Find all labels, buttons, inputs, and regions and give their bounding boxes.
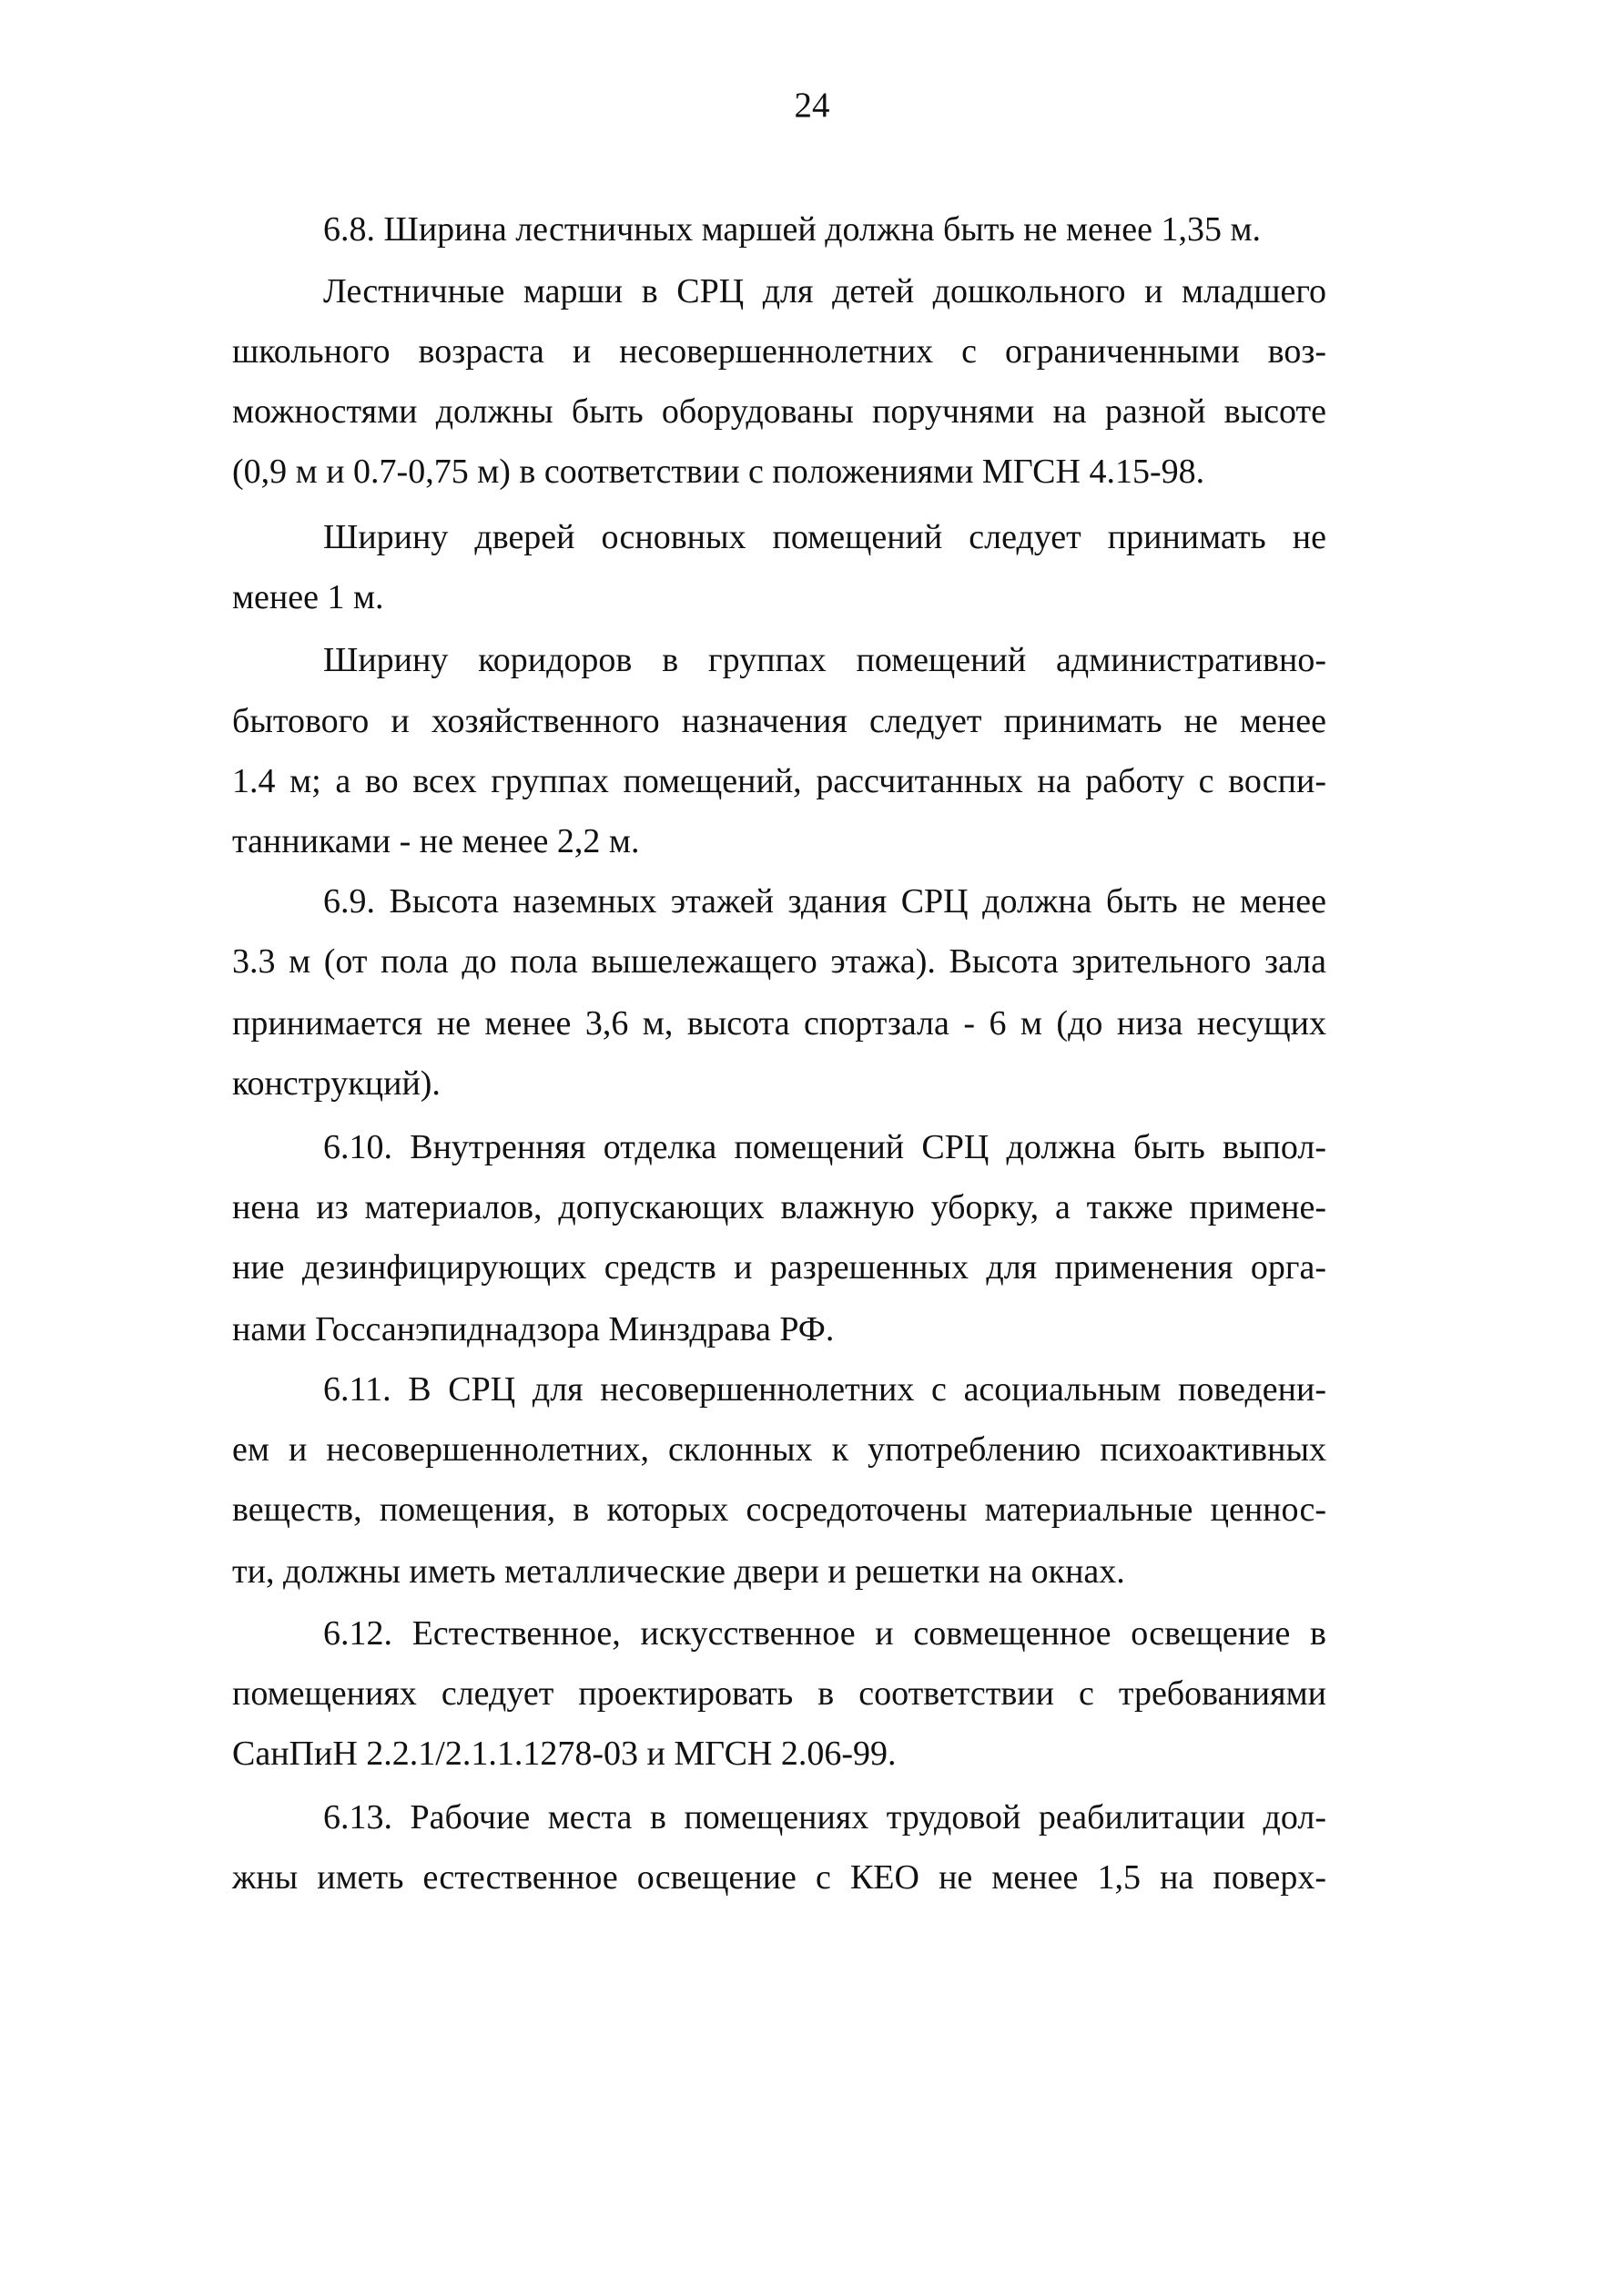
text-line: 6.11. В СРЦ для несовершеннолетних с асоциальным поведени- bbox=[323, 1370, 1326, 1409]
text-line: конструкций). bbox=[232, 1064, 441, 1103]
text-line: менее 1 м. bbox=[232, 578, 384, 616]
text-line: ние дезинфицирующих средств и разрешенных для применения орга- bbox=[232, 1248, 1326, 1287]
text-line: 6.10. Внутренняя отделка помещений СРЦ должна быть выпол- bbox=[323, 1128, 1326, 1166]
text-line: Ширину дверей основных помещений следует принимать не bbox=[323, 518, 1326, 556]
text-line: нена из материалов, допускающих влажную уборку, а также примене- bbox=[232, 1188, 1326, 1226]
text-line: 6.9. Высота наземных этажей здания СРЦ должна быть не менее bbox=[323, 882, 1326, 921]
text-line: ти, должны иметь металлические двери и решетки на окнах. bbox=[232, 1552, 1125, 1591]
text-line: школьного возраста и несовершеннолетних с ограниченными воз- bbox=[232, 332, 1326, 371]
text-line: танниками - не менее 2,2 м. bbox=[232, 822, 640, 860]
text-line: нами Госсанэпиднадзора Минздрава РФ. bbox=[232, 1310, 835, 1348]
text-line: 6.13. Рабочие места в помещениях трудовой реабилитации дол- bbox=[323, 1798, 1326, 1837]
text-line: бытового и хозяйственного назначения следует принимать не менее bbox=[232, 702, 1326, 740]
text-line: 1.4 м; а во всех группах помещений, рассчитанных на работу с воспи- bbox=[232, 762, 1326, 800]
text-line: 6.12. Естественное, искусственное и совмещенное освещение в bbox=[323, 1614, 1326, 1653]
text-line: ем и несовершеннолетних, склонных к употреблению психоактивных bbox=[232, 1430, 1326, 1469]
text-line: СанПиН 2.2.1/2.1.1.1278-03 и МГСН 2.06-99. bbox=[232, 1735, 897, 1773]
text-line: Ширину коридоров в группах помещений административно- bbox=[323, 641, 1326, 679]
text-line: 3.3 м (от пола до пола вышележащего этажа). Высота зрительного зала bbox=[232, 942, 1326, 981]
text-line: жны иметь естественное освещение с КЕО не менее 1,5 на поверх- bbox=[232, 1858, 1326, 1897]
text-line: можностями должны быть оборудованы поручнями на разной высоте bbox=[232, 392, 1326, 431]
text-line: Лестничные марши в СРЦ для детей дошкольного и младшего bbox=[323, 272, 1326, 310]
text-line: веществ, помещения, в которых сосредоточены материальные ценнос- bbox=[232, 1491, 1326, 1529]
page-number: 24 bbox=[794, 86, 830, 125]
text-line: помещениях следует проектировать в соответствии с требованиями bbox=[232, 1674, 1326, 1713]
text-line: (0,9 м и 0.7-0,75 м) в соответствии с положениями МГСН 4.15-98. bbox=[232, 453, 1205, 491]
text-line: 6.8. Ширина лестничных маршей должна быть не менее 1,35 м. bbox=[323, 210, 1262, 249]
text-line: принимается не менее 3,6 м, высота спортзала - 6 м (до низа несущих bbox=[232, 1004, 1326, 1043]
